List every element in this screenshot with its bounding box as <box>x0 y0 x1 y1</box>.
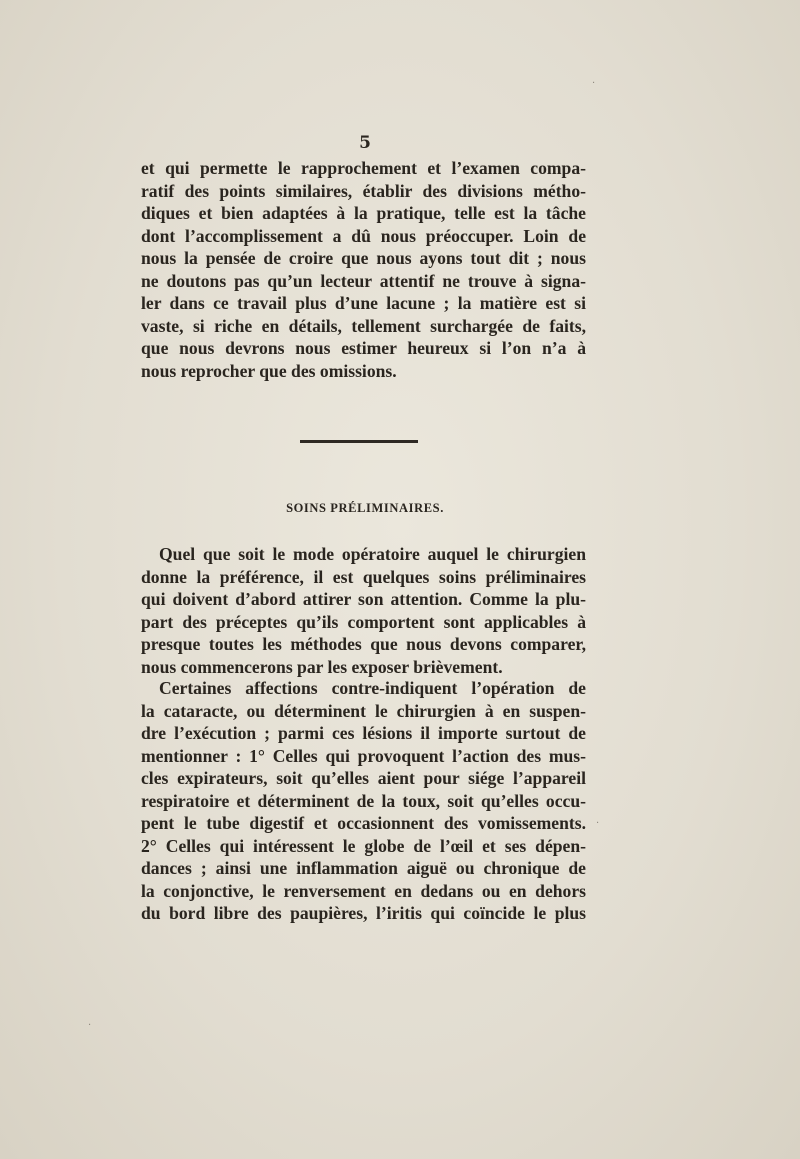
text-line: part des préceptes qu’ils comportent sont applicables à <box>141 611 586 632</box>
paragraph-preliminary-care <box>141 543 586 678</box>
text-line: nous commencerons par les exposer brièvement. <box>141 656 503 677</box>
text-line: Certaines affections contre-indiquent l’opération de <box>159 678 586 698</box>
text-line: dre l’exécution ; parmi ces lésions il importe surtout de <box>141 723 586 743</box>
paper-speck: · <box>88 1020 92 1031</box>
text-line: dances ; ainsi une inflammation aiguë ou chronique de <box>141 858 586 878</box>
text-line: diques et bien adaptées à la pratique, telle est la tâche <box>141 203 586 223</box>
text-line: et qui permette le rapprochement et l’examen compa- <box>141 158 586 178</box>
section-heading: SOINS PRÉLIMINAIRES. <box>286 501 444 515</box>
text-line: respiratoire et déterminent de la toux, soit qu’elles occu- <box>141 790 586 811</box>
paper-speck: · <box>596 818 600 829</box>
page-number: 5 <box>359 133 371 153</box>
text-line: presque toutes les méthodes que nous devons comparer, <box>141 634 586 654</box>
text-line: vaste, si riche en détails, tellement surchargée de faits, <box>141 315 586 336</box>
text-line: mentionner : 1° Celles qui provoquent l’action des mus- <box>141 745 586 766</box>
text-line: donne la préférence, il est quelques soins préliminaires <box>141 566 586 587</box>
text-line: que nous devrons nous estimer heureux si l’on n’a à <box>141 338 586 358</box>
paragraph-continuation <box>141 157 586 382</box>
paper-speck: · <box>592 78 596 89</box>
text-line: ler dans ce travail plus d’une lacune ; la matière est si <box>141 293 586 313</box>
text-line: ratif des points similaires, établir des divisions métho- <box>141 180 586 201</box>
text-line: qui doivent d’abord attirer son attention. Comme la plu- <box>141 589 586 609</box>
text-line: pent le tube digestif et occasionnent des vomissements. <box>141 813 586 833</box>
text-line: la cataracte, ou déterminent le chirurgien à en suspen- <box>141 700 586 721</box>
text-line: nous reprocher que des omissions. <box>141 360 397 381</box>
text-line: Quel que soit le mode opératoire auquel le chirurgien <box>159 544 586 564</box>
text-line: du bord libre des paupières, l’iritis qui coïncide le plus <box>141 903 586 923</box>
text-line: dont l’accomplissement a dû nous préoccuper. Loin de <box>141 225 586 246</box>
paragraph-contraindications <box>141 677 586 925</box>
text-line: nous la pensée de croire que nous ayons tout dit ; nous <box>141 248 586 268</box>
text-line: la conjonctive, le renversement en dedans ou en dehors <box>141 880 586 901</box>
section-separator-rule <box>300 440 418 443</box>
text-line: 2° Celles qui intéressent le globe de l’œil et ses dépen- <box>141 835 586 856</box>
text-line: ne doutons pas qu’un lecteur attentif ne trouve à signa- <box>141 270 586 291</box>
text-line: cles expirateurs, soit qu’elles aient pour siége l’appareil <box>141 768 586 788</box>
